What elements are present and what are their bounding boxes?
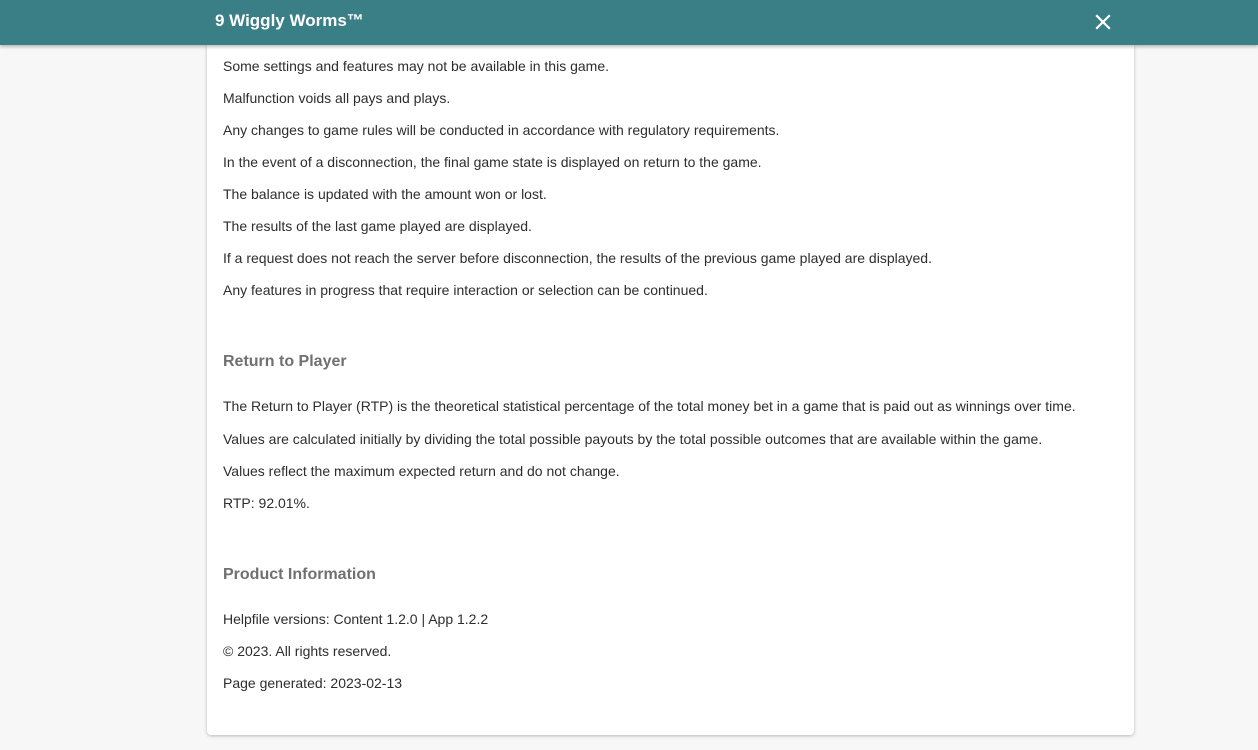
close-button[interactable]	[1090, 10, 1116, 34]
rules-line: If a request does not reach the server before disconnection, the results of the previous game played are displayed.	[223, 250, 932, 266]
rules-line: Malfunction voids all pays and plays.	[223, 90, 451, 106]
game-title: 9 Wiggly Worms™	[215, 11, 364, 30]
product-copyright: © 2023. All rights reserved.	[223, 643, 392, 659]
rtp-line: The Return to Player (RTP) is the theoretical statistical percentage of the total money bet in a game that is paid out as winnings over time.	[223, 398, 1076, 414]
product-heading: Product Information	[223, 566, 376, 583]
rtp-line: Values are calculated initially by dividing the total possible payouts by the total possible outcomes that are available within the game.	[223, 431, 1043, 447]
rtp-heading: Return to Player	[223, 353, 347, 370]
help-content-panel	[207, 45, 1134, 735]
rules-line: Any features in progress that require interaction or selection can be continued.	[223, 282, 708, 298]
rtp-value: RTP: 92.01%.	[223, 495, 310, 511]
rules-line: The balance is updated with the amount won or lost.	[223, 186, 547, 202]
close-icon	[1090, 10, 1116, 34]
rules-line: The results of the last game played are displayed.	[223, 218, 532, 234]
rules-line: In the event of a disconnection, the final game state is displayed on return to the game.	[223, 154, 762, 170]
product-generated-date: Page generated: 2023-02-13	[223, 675, 403, 691]
rules-line: Some settings and features may not be available in this game.	[223, 58, 609, 74]
rtp-line: Values reflect the maximum expected return and do not change.	[223, 463, 620, 479]
product-versions: Helpfile versions: Content 1.2.0 | App 1.2.2	[223, 611, 489, 627]
rules-line: Any changes to game rules will be conducted in accordance with regulatory requirements.	[223, 122, 780, 138]
header-bar	[0, 0, 1258, 45]
